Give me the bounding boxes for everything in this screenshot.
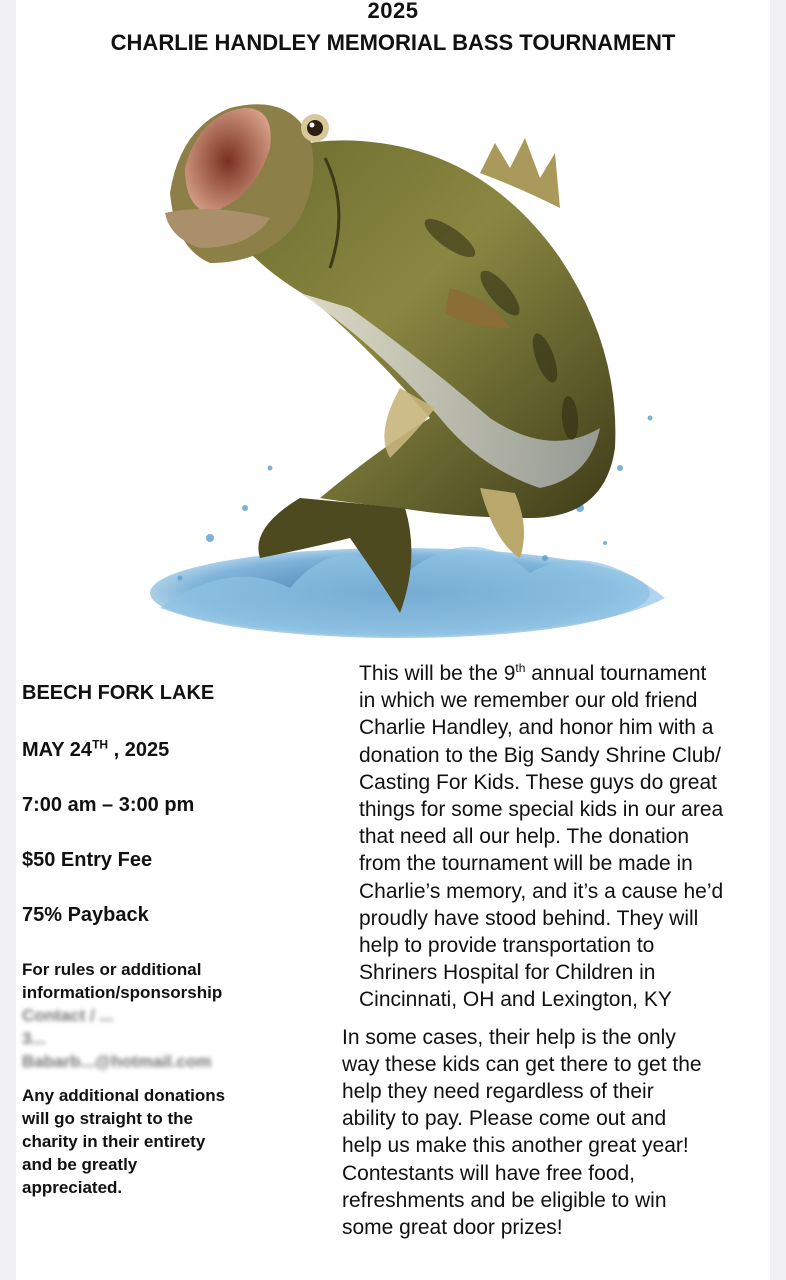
jumping-bass-icon bbox=[150, 88, 680, 648]
entry-fee: $50 Entry Fee bbox=[22, 849, 153, 871]
payback: 75% Payback bbox=[22, 904, 149, 926]
phone-redacted: 3... bbox=[22, 1029, 46, 1048]
event-time: 7:00 am – 3:00 pm bbox=[22, 794, 195, 816]
right-border bbox=[770, 0, 786, 1280]
flyer-title: CHARLIE HANDLEY MEMORIAL BASS TOURNAMENT bbox=[110, 30, 676, 55]
donation-note: Any additional donations will go straight to the charity in their entirety and be greatly appreciated. bbox=[22, 1086, 226, 1197]
description bbox=[342, 660, 772, 1241]
event-date: MAY 24TH , 2025 bbox=[22, 737, 170, 761]
location: BEECH FORK LAKE bbox=[22, 682, 215, 704]
rules-info-label: For rules or additional information/sponsorship Contact / ... 3... Babarb...@hotmail.com bbox=[22, 960, 223, 1071]
contact-redacted: Contact / ... bbox=[22, 1006, 114, 1025]
left-border bbox=[0, 0, 16, 1280]
description-paragraph-2: In some cases, their help is the only way these kids can get there to get the help they need regardless of their ability to pay. Please come out and help us make this another great year! Contestants will have free food, refreshments and be eligible to win some great door prizes! bbox=[342, 1025, 702, 1240]
flyer-year: 2025 bbox=[367, 0, 419, 23]
description-paragraph-1: This will be the 9th annual tournament in which we remember our old friend Charlie Handley, and honor him with a donation to the Big Sandy Shrine Club/ Casting For Kids. These guys do great things for some special kids in our area that need all our help. The donation from the tournament will be made in Charlie’s memory, and it’s a cause he’d proudly have stood behind. They will help to provide transportation to Shriners Hospital for Children in Cincinnati, OH and Lexington, KY bbox=[359, 661, 724, 1012]
email-redacted: Babarb...@hotmail.com bbox=[22, 1052, 212, 1071]
